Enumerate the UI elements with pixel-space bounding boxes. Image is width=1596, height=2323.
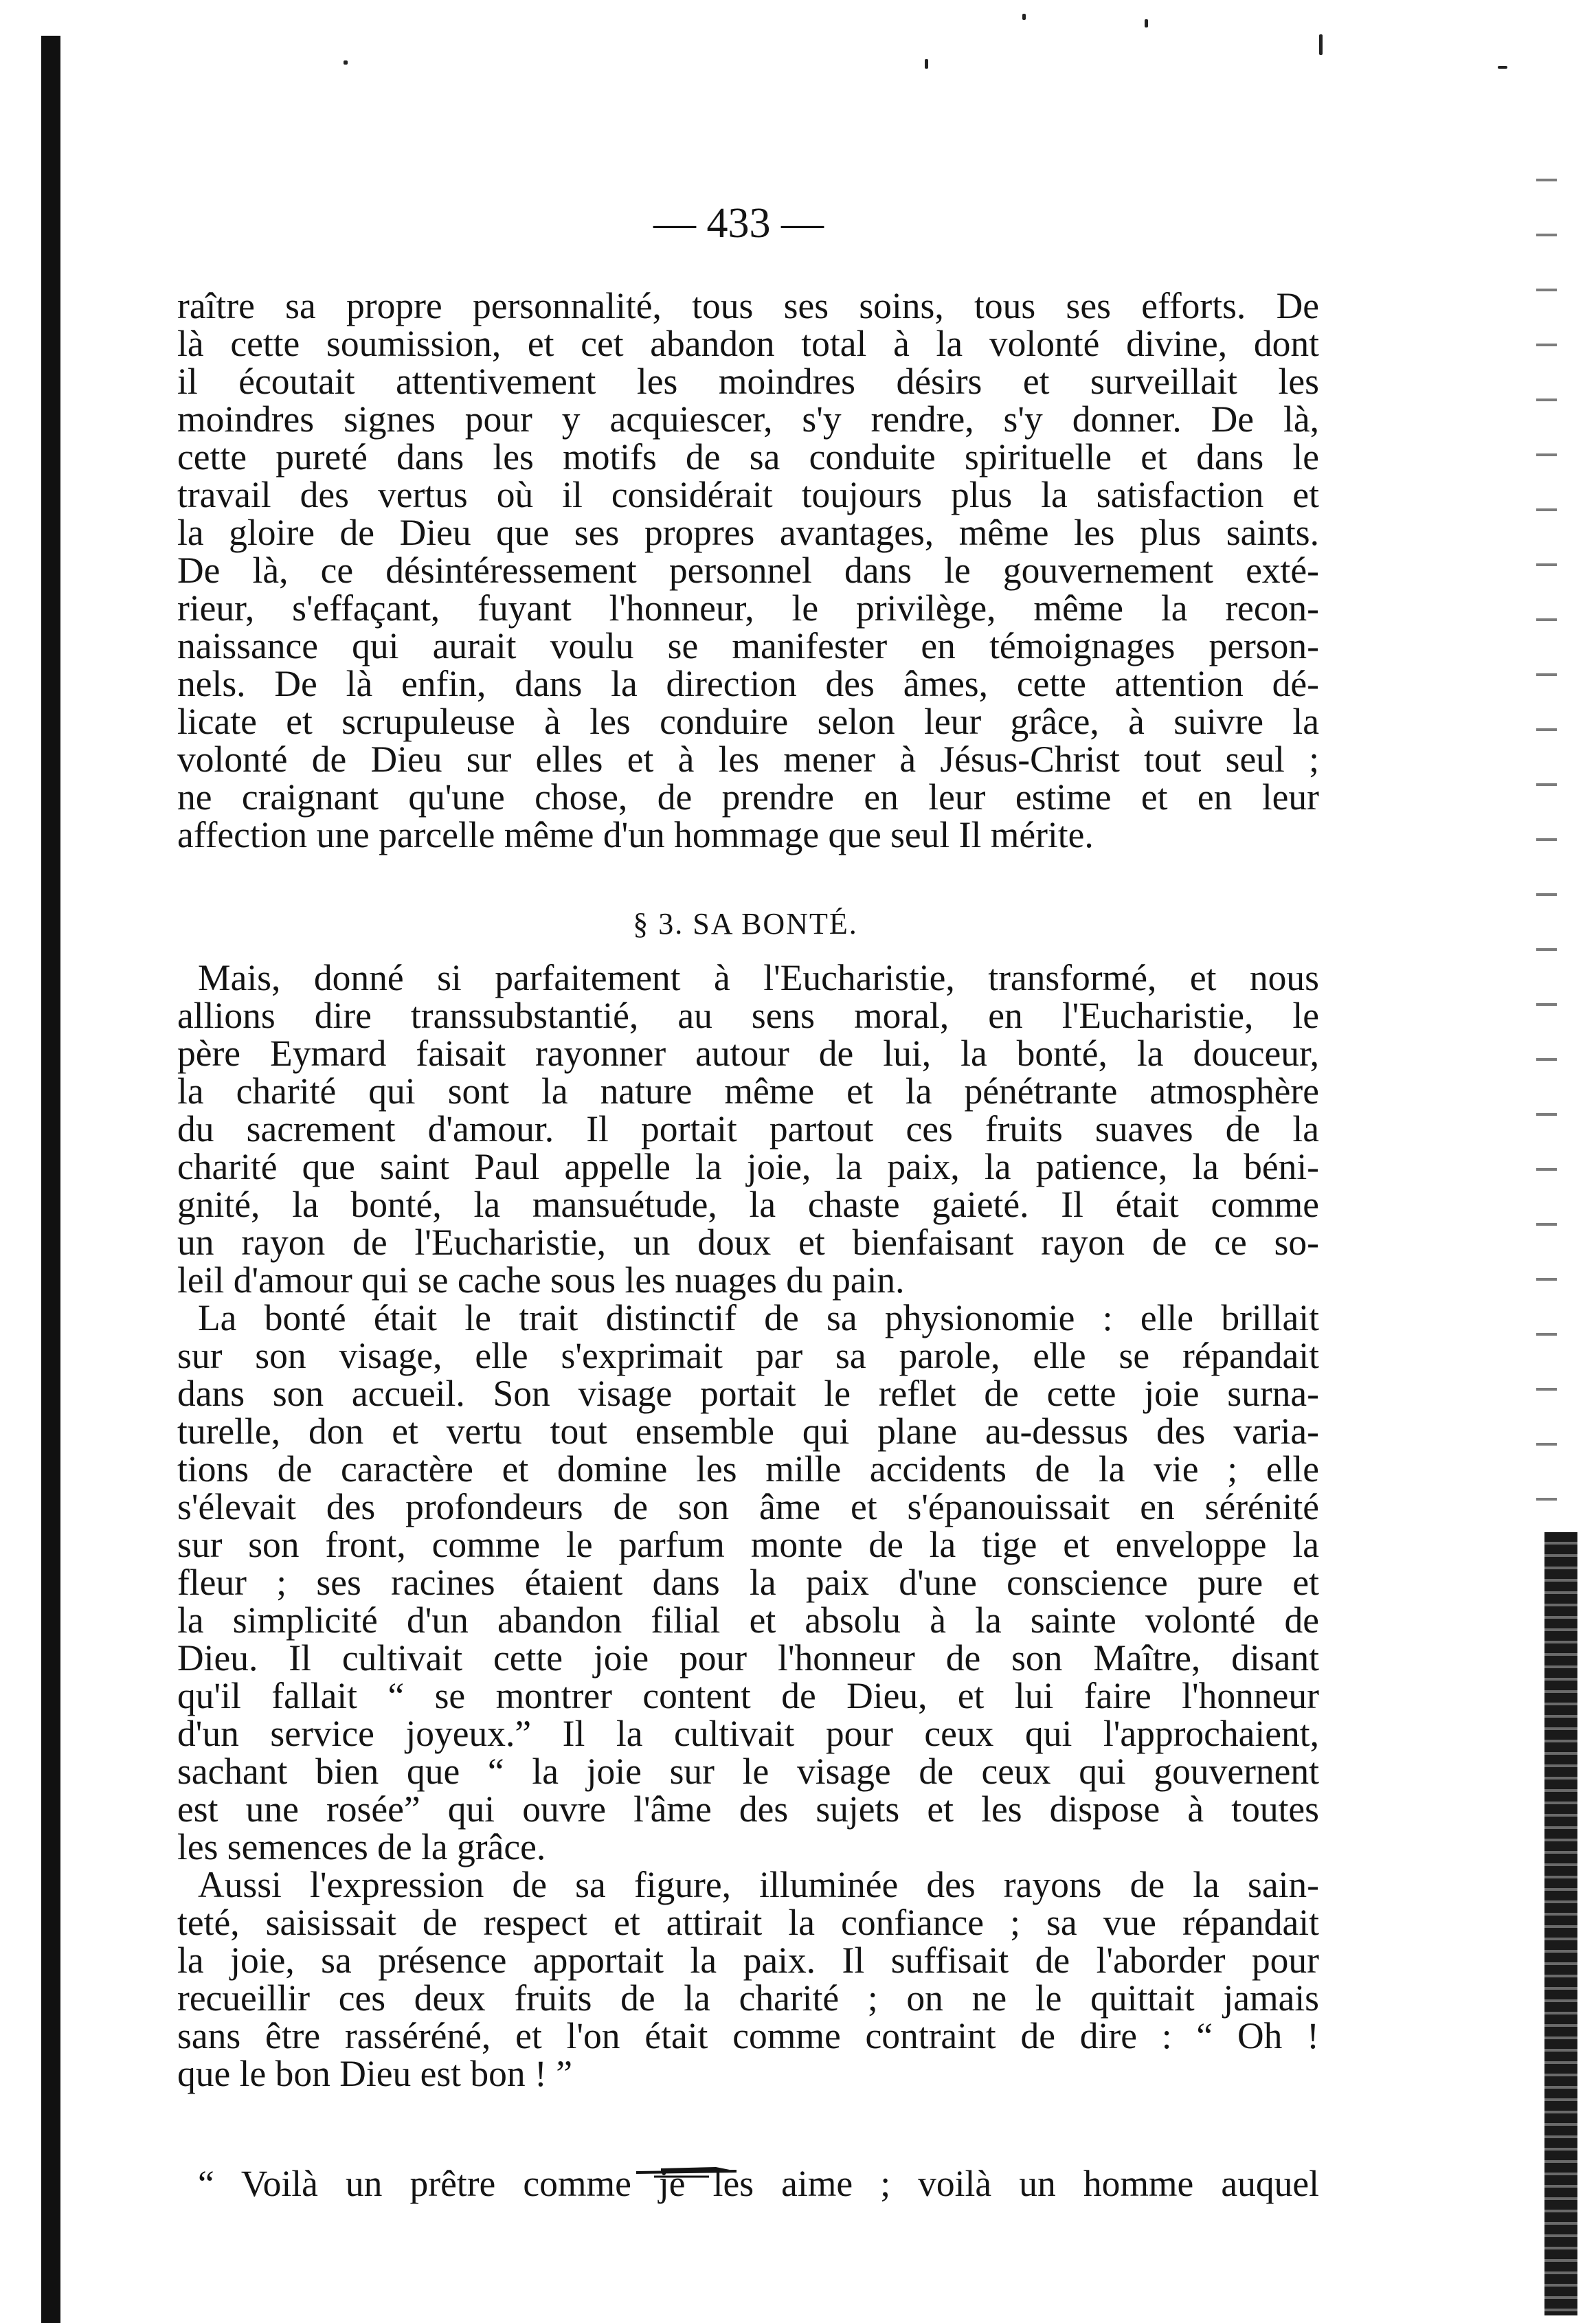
text-line: Aussi l'expression de sa figure, illuminée des rayons de la sain- [198,1864,1319,1905]
text-line: rieur, s'effaçant, fuyant l'honneur, le privilège, même la recon- [177,587,1319,629]
text-line: du sacrement d'amour. Il portait partout ces fruits suaves de la [177,1108,1319,1149]
scan-edge-right [1544,1532,1577,2315]
section-heading [0,904,1491,945]
text-line: gnité, la bonté, la mansuétude, la chaste gaieté. Il était comme [177,1184,1319,1225]
text-line: nels. De là enfin, dans la direction des âmes, cette attention dé- [177,663,1319,704]
scan-speck [1022,14,1026,20]
text-line: un rayon de l'Eucharistie, un doux et bienfaisant rayon de ce so- [177,1222,1319,1263]
text-line: ne craignant qu'une chose, de prendre en leur estime et en leur [177,776,1319,818]
scan-speck [1319,34,1323,55]
text-line: licate et scrupuleuse à les conduire selon leur grâce, à suivre la [177,701,1319,742]
paragraph-4 [177,1866,1319,2093]
text-line: sur son visage, elle s'exprimait par sa parole, elle se répandait [177,1335,1319,1376]
text-line: tions de caractère et domine les mille accidents de la vie ; elle [177,1448,1319,1490]
text-line: il écoutait attentivement les moindres désirs et surveillait les [177,361,1319,402]
text-line: la simplicité d'un abandon filial et absolu à la sainte volonté de [177,1600,1319,1641]
text-line: leil d'amour qui se cache sous les nuages du pain. [177,1259,905,1301]
scan-speck [344,60,348,65]
text-line: turelle, don et vertu tout ensemble qui plane au-dessus des varia- [177,1411,1319,1452]
text-line: là cette soumission, et cet abandon total à la volonté divine, dont [177,323,1319,364]
text-line: qu'il fallait “ se montrer content de Dieu, et lui faire l'honneur [177,1675,1319,1716]
text-line: De là, ce désintéressement personnel dans le gouvernement exté- [177,550,1319,591]
text-line: la gloire de Dieu que ses propres avantages, même les plus saints. [177,512,1319,553]
text-line: sachant bien que “ la joie sur le visage de ceux qui gouvernent [177,1751,1319,1792]
text-line: fleur ; ses racines étaient dans la paix d'une conscience pure et [177,1562,1319,1603]
text-line: La bonté était le trait distinctif de sa physionomie : elle brillait [198,1297,1319,1338]
paragraph-1 [177,287,1319,854]
paragraph-5 [177,2165,1319,2203]
text-line: charité que saint Paul appelle la joie, la paix, la patience, la béni- [177,1146,1319,1187]
text-line: naissance qui aurait voulu se manifester en témoignages person- [177,625,1319,666]
text-line: recueillir ces deux fruits de la charité ; on ne le quittait jamais [177,1977,1319,2019]
scan-edge-right-dots [1536,158,1557,1532]
page-number: — 433 — [653,200,824,247]
text-line: cette pureté dans les motifs de sa conduite spirituelle et dans le [177,436,1319,478]
paragraph-2 [177,959,1319,1299]
text-line: “ Voilà un prêtre comme je les aime ; voilà un homme auquel [198,2163,1319,2204]
scan-speck [1498,66,1507,69]
text-line: Mais, donné si parfaitement à l'Eucharistie, transformé, et nous [198,957,1319,998]
text-line: volonté de Dieu sur elles et à les mener à Jésus-Christ tout seul ; [177,739,1319,780]
text-line: moindres signes pour y acquiescer, s'y rendre, s'y donner. De là, [177,399,1319,440]
text-line: sans être rasséréné, et l'on était comme contraint de dire : “ Oh ! [177,2015,1319,2056]
text-line: travail des vertus où il considérait toujours plus la satisfaction et [177,474,1319,515]
text-line: que le bon Dieu est bon ! ” [177,2053,572,2094]
text-line: d'un service joyeux.” Il la cultivait pour ceux qui l'approchaient, [177,1713,1319,1754]
text-line: affection une parcelle même d'un hommage que seul Il mérite. [177,814,1094,855]
scan-speck [1145,19,1148,27]
scan-edge-left [41,36,60,2323]
text-line: teté, saisissait de respect et attirait la confiance ; sa vue répandait [177,1902,1319,1943]
text-line: s'élevait des profondeurs de son âme et s'épanouissait en sérénité [177,1486,1319,1527]
text-line: père Eymard faisait rayonner autour de lui, la bonté, la douceur, [177,1033,1319,1074]
section-heading-text: § 3. SA BONTÉ. [633,907,858,941]
text-line: la joie, sa présence apportait la paix. Il suffisait de l'aborder pour [177,1940,1319,1981]
text-line: Dieu. Il cultivait cette joie pour l'honneur de son Maître, disant [177,1637,1319,1679]
text-line: est une rosée” qui ouvre l'âme des sujets et les dispose à toutes [177,1788,1319,1830]
text-line: les semences de la grâce. [177,1826,546,1867]
text-line: sur son front, comme le parfum monte de la tige et enveloppe la [177,1524,1319,1565]
text-line: raître sa propre personnalité, tous ses soins, tous ses efforts. De [177,285,1319,326]
paragraph-3 [177,1299,1319,1866]
text-line: allions dire transsubstantié, au sens moral, en l'Eucharistie, le [177,995,1319,1036]
text-line: dans son accueil. Son visage portait le reflet de cette joie surna- [177,1373,1319,1414]
scan-speck [925,59,928,69]
text-line: la charité qui sont la nature même et la pénétrante atmosphère [177,1070,1319,1112]
